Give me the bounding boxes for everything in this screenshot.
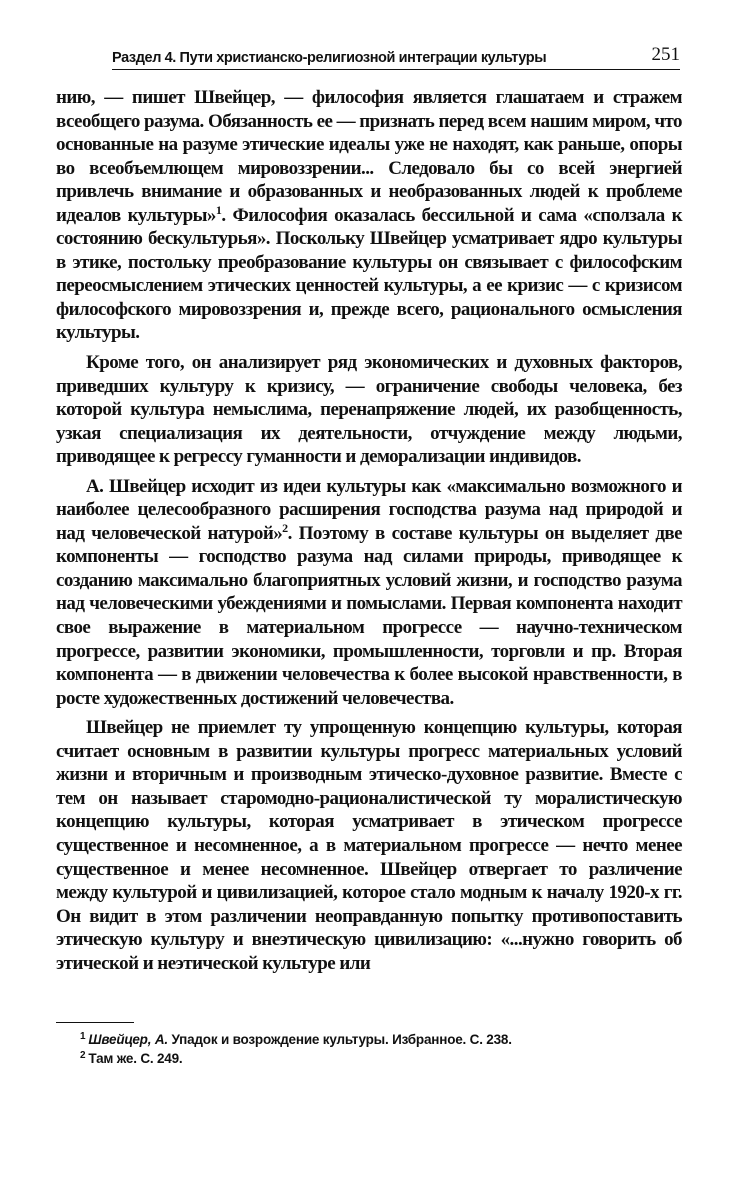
paragraph-2: Кроме того, он анализирует ряд экономических и духовных факторов, приведших культуру к кризису, — ограничение свободы человека, без которой культура немыслима, перенапряжение людей, их разобщенность, узкая специализация их деятельности, отчуждение между людьми, приводящее к регрессу гуманности и деморализации индивидов. bbox=[56, 352, 682, 468]
paragraph-1-text-a: нию, — пишет Швейцер, — философия является глашатаем и стражем всеобщего разума. Обязанность ее — признать перед всем нашим миром, что основанные на разуме этические идеалы уже не находят, как раньше, опоры во всеобъемлющем мировоззрении... Следовало бы со всей энергией привлечь внимание и образованных и необразованных людей к проблеме идеалов культуры» bbox=[56, 87, 682, 226]
paragraph-3-text-a: А. Швейцер исходит из идеи культуры как «максимально возможного и наиболее целесообразного расширения господства разума над природой и над человеческой натурой» bbox=[56, 475, 682, 544]
body-text bbox=[56, 86, 682, 975]
running-head bbox=[112, 40, 680, 70]
section-title: Раздел 4. Пути христианско-религиозной интеграции культуры bbox=[112, 50, 547, 66]
page-number: 251 bbox=[651, 44, 680, 65]
footnote-1-number: 1 bbox=[80, 1031, 86, 1042]
paragraph-3-text-b: . Поэтому в составе культуры он выделяет две компоненты — господство разума над силами природы, приводящее к созданию максимально благоприятных условий жизни, и господство разума над человеческими убеждениями и помыслами. Первая компонента находит свое выражение в материальном прогрессе — научно-техническом прогрессе, развитии экономики, промышленности, торговли и пр. Вторая компонента — в движении человечества к более высокой нравственности, в росте художественных достижений человечества. bbox=[56, 522, 682, 709]
paragraph-3 bbox=[56, 475, 682, 710]
footnote-divider bbox=[56, 1022, 134, 1023]
footnote-2 bbox=[80, 1049, 512, 1068]
footnote-1-author: Швейцер, А. bbox=[88, 1032, 168, 1047]
footnote-2-number: 2 bbox=[80, 1050, 86, 1061]
paragraph-1 bbox=[56, 86, 682, 345]
paragraph-4: Швейцер не приемлет ту упрощенную концепцию культуры, которая считает основным в развитии культуры прогресс материальных условий жизни и вторичным и производным этическо-духовное развитие. Вместе с тем он называет старомодно-рационалистической ту моралистическую концепцию культуры, которая усматривает в этическом прогрессе существенное и несомненное, а в материальном прогрессе — нечто менее существенное и менее несомненное. Швейцер отвергает то различение между культурой и цивилизацией, которое стало модным к началу 1920-х гг. Он видит в этом различении неоправданную попытку противопоставить этическую культуру и внеэтическую цивилизацию: «...нужно говорить об этической и неэтической культуре или bbox=[56, 717, 682, 974]
paragraph-1-text-b: . Философия оказалась бессильной и сама «сползала к состоянию бескультурья». Поскольку Швейцер усматривает ядро культуры в этике, постольку преобразование культуры он связывает с философским переосмыслением этических ценностей культуры, а ее кризис — с кризисом философского мировоззрения и, прежде всего, рационального осмысления культуры. bbox=[56, 204, 682, 344]
footnotes bbox=[80, 1030, 512, 1068]
footnote-1 bbox=[80, 1030, 512, 1049]
footnote-2-text: Там же. С. 249. bbox=[88, 1051, 183, 1066]
footnote-1-text: Упадок и возрождение культуры. Избранное. С. 238. bbox=[167, 1032, 512, 1047]
footnote-ref-2: 2 bbox=[282, 520, 288, 535]
footnote-ref-1: 1 bbox=[215, 202, 222, 217]
